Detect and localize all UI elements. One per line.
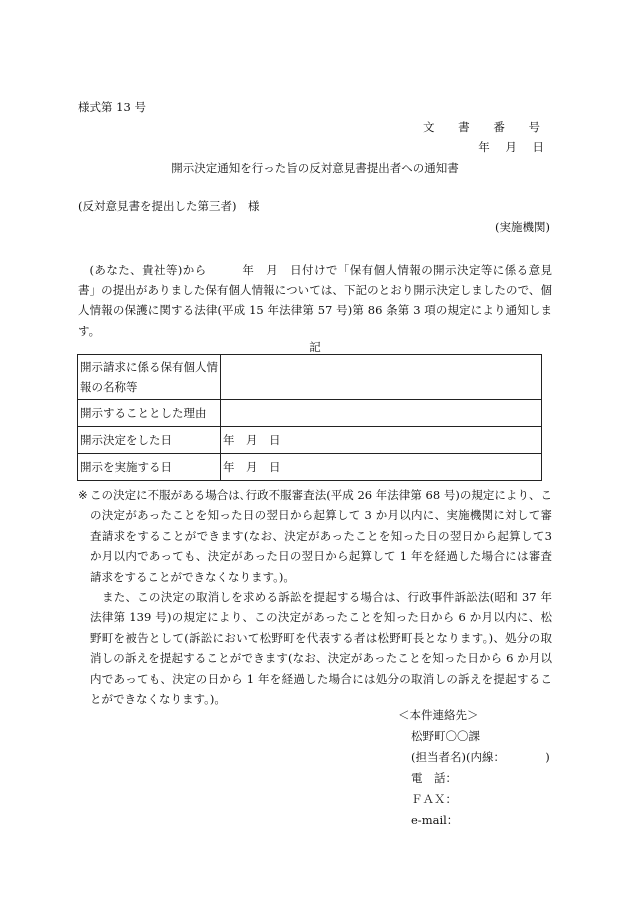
notice-body: [78, 260, 552, 341]
document-number-label: 文 書 番 号: [423, 120, 550, 134]
contact-block: [398, 705, 550, 831]
ki-heading: 記: [309, 340, 321, 354]
issuing-agency: (実施機関): [495, 220, 550, 234]
row-value: [221, 400, 542, 427]
appeal-notes: [78, 485, 552, 709]
row-label: 開示請求に係る保有個人情報の名称等: [78, 355, 221, 400]
note-mark: ※: [78, 488, 88, 502]
form-number: 様式第 13 号: [78, 100, 146, 114]
contact-email: e-mail：: [411, 813, 459, 827]
table-row: [78, 454, 542, 481]
row-value: [221, 355, 542, 400]
appeal-note: [78, 485, 552, 587]
contact-department: 松野町〇〇課: [411, 729, 480, 743]
date-label: 年 月 日: [478, 140, 550, 154]
appeal-note-text: この決定に不服がある場合は､行政不服審査法(平成 26 年法律第 68 号)の規定により、この決定があったことを知った日の翌日から起算して 3 か月以内に、実施機関に対して審査請求をすることができます(なお、決定があったことを知った日の翌日から起算して3 か月以内であっても、決定があった日の翌日から起算して 1 年を経過した場合には審査請求をすることができなくなります。)。: [90, 488, 552, 584]
row-label: 開示決定をした日: [78, 427, 221, 454]
addressee: (反対意見書を提出した第三者) 様: [78, 199, 260, 213]
row-label: 開示することとした理由: [78, 400, 221, 427]
lawsuit-note: また、この決定の取消しを求める訴訟を提起する場合は、行政事件訴訟法(昭和 37 年法律第 139 号)の規定により、この決定があったことを知った日から 6 か月以内に、松野町を被告として(訴訟において松野町を代表する者は松野町長となります。)、処分の取消しの訴えを提起することができます(なお、決定があったことを知った日から 6 か月以内であっても、決定の日から 1 年を経過した場合には処分の取消しの訴えを提起することができなくなります。)。: [90, 590, 552, 707]
table-row: [78, 427, 542, 454]
contact-person: (担当者名)(内線： ): [411, 750, 550, 764]
disclosure-info-table: [77, 354, 542, 481]
table-row: [78, 355, 542, 400]
contact-phone: 電 話：: [411, 771, 457, 785]
row-label: 開示を実施する日: [78, 454, 221, 481]
contact-heading: ＜本件連絡先＞: [398, 708, 479, 722]
contact-fax: ＦＡＸ：: [411, 792, 457, 806]
table-row: [78, 400, 542, 427]
document-title: 開示決定通知を行った旨の反対意見書提出者への通知書: [171, 161, 459, 175]
row-value: 年 月 日: [221, 454, 542, 481]
row-value: 年 月 日: [221, 427, 542, 454]
notice-paragraph: (あなた、貴社等)から 年 月 日付けで「保有個人情報の開示決定等に係る意見書」の提出がありました保有個人情報については、下記のとおり開示決定しましたので、個人情報の保護に関する法律(平成 15 年法律第 57 号)第 86 条第 3 項の規定により通知します。: [78, 263, 552, 338]
